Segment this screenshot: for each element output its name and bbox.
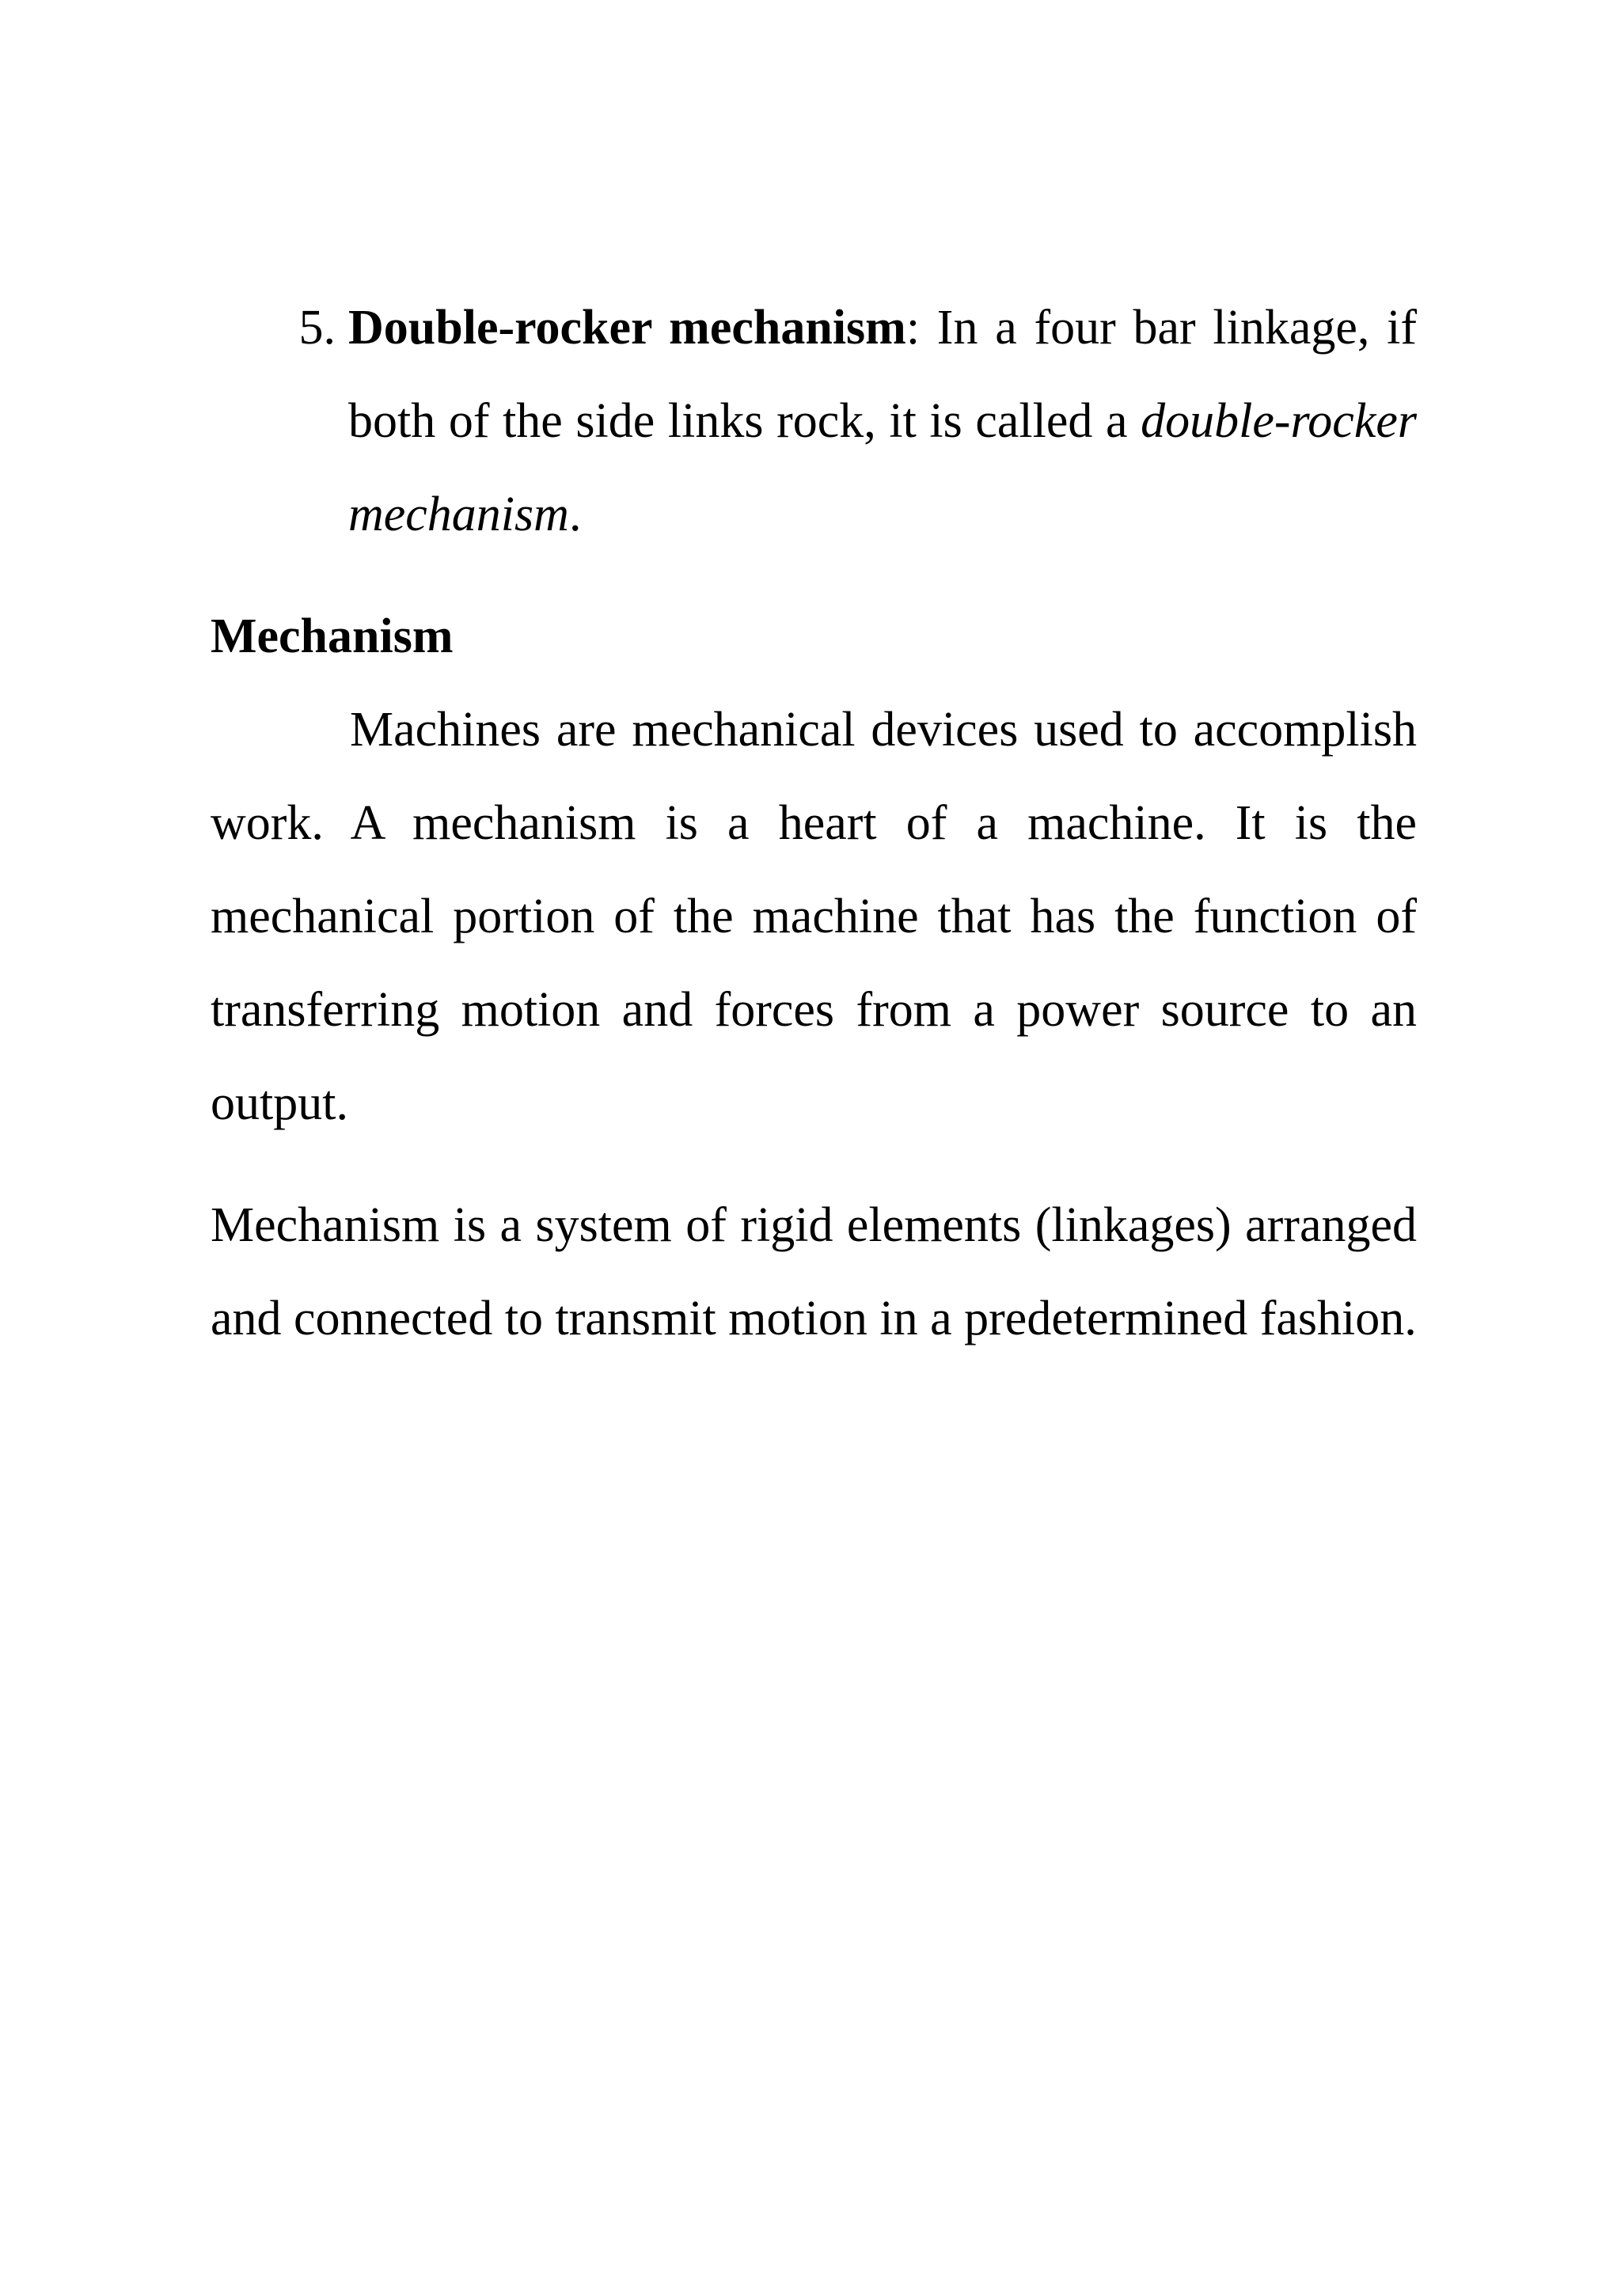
list-item-end: . xyxy=(568,488,582,541)
paragraph-mechanism-definition: Mechanism is a system of rigid elements (linkages) arranged and connected to transmit motion in a predetermined fashion. xyxy=(211,1198,1417,1345)
paragraph-machines: Machines are mechanical devices used to accomplish work. A mechanism is a heart of a machine. It is the mechanical portion of the machine that has the function of transferring motion and forces from a power source to an output. xyxy=(211,703,1417,1130)
list-item-number: 5. xyxy=(298,301,336,355)
list-item-definition: : In a four bar linkage, if both of the side links rock, it is called a xyxy=(348,301,1417,448)
page-content xyxy=(211,281,1417,1365)
section-heading: Mechanism xyxy=(211,609,454,663)
list-item-double-rocker xyxy=(211,281,1417,561)
list-item-italic-term: double-rocker mechanism xyxy=(348,394,1417,541)
list-item-term: Double-rocker mechanism xyxy=(348,301,906,355)
list-item-text xyxy=(348,281,1417,561)
